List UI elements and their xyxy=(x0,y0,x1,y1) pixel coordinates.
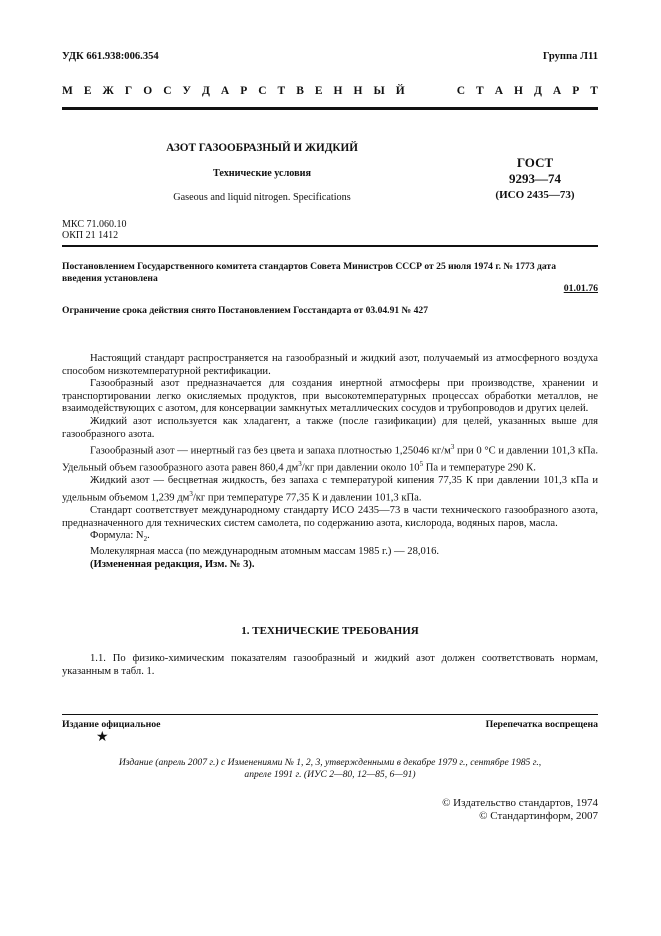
banner-letter: Г xyxy=(124,85,133,97)
intro-paragraph: Стандарт соответствует международному стандарту ИСО 2435—73 в части технического газообразного азота, предназначенного для технических систем самолета, по содержанию азота, кислорода, водяных паров, масла. xyxy=(62,505,598,529)
banner-letter: Д xyxy=(533,85,542,97)
document-subtitle: Технические условия xyxy=(212,168,312,179)
edition-note-line: Издание (апрель 2007 г.) с Изменениями № 1, 2, 3, утвержденными в декабре 1979 г., сентябре 1985 г., xyxy=(118,757,542,768)
banner-letter: Ж xyxy=(102,85,114,97)
reprint-prohibited-label: Перепечатка воспрещена xyxy=(485,719,598,730)
udk-code: УДК 661.938:006.354 xyxy=(62,51,159,62)
banner-letter: Д xyxy=(201,85,210,97)
gost-label: ГОСТ xyxy=(516,155,554,170)
intro-paragraph: Жидкий азот — бесцветная жидкость, без запаха с температурой кипения 77,35 К при давлении 101,3 кПа и удельным объемом 1,239 $дм^3/кг$ при температуре 77,35 К и давлении 101,3 кПа. xyxy=(62,475,598,504)
effective-date: 01.01.76 xyxy=(563,283,598,294)
section-heading: 1. ТЕХНИЧЕСКИЕ ТРЕБОВАНИЯ xyxy=(241,625,419,637)
banner-letter: А xyxy=(494,85,503,97)
group-code: Группа Л11 xyxy=(542,51,598,62)
standard-banner xyxy=(62,85,598,97)
amendment-note: (Измененная редакция, Изм. № 3). xyxy=(90,558,255,570)
banner-letter: Н xyxy=(333,85,343,97)
banner-letter: Е xyxy=(83,85,92,97)
banner-letter: С xyxy=(258,85,267,97)
copyright-line: © Стандартинформ, 2007 xyxy=(479,810,598,822)
gost-number: 9293—74 xyxy=(509,171,561,186)
banner-word-gap xyxy=(416,85,446,97)
banner-letter: Е xyxy=(314,85,323,97)
footer-rule xyxy=(62,714,598,715)
banner-letter: Т xyxy=(590,85,598,97)
banner-letter: Р xyxy=(240,85,248,97)
banner-letter: Ы xyxy=(373,85,385,97)
banner-letter: А xyxy=(552,85,562,97)
banner-letter: Р xyxy=(572,85,580,97)
banner-letter: С xyxy=(456,85,466,97)
intro-paragraph: Газообразный азот предназначается для создания инертной атмосферы при производстве, хранении и транспортировании легко окисляемых продуктов, при высокотемпературных процессах обработки металлов, не взаимодействующих с азотом, для консервации замкнутых металлических сосудов и трубопроводов и других целей. xyxy=(62,378,598,415)
intro-section xyxy=(62,353,598,571)
iso-reference: (ИСО 2435—73) xyxy=(495,189,575,201)
top-rule xyxy=(62,107,598,110)
banner-letter: У xyxy=(182,85,191,97)
banner-letter: О xyxy=(143,85,153,97)
mks-code: МКС 71.060.10 xyxy=(62,219,127,230)
molecular-mass-line: Молекулярная масса (по международным атомным массам 1985 г.) — 28,016. xyxy=(90,546,440,558)
banner-letter: Й xyxy=(395,85,405,97)
document-title: АЗОТ ГАЗООБРАЗНЫЙ И ЖИДКИЙ xyxy=(166,142,358,154)
banner-letter: Н xyxy=(353,85,363,97)
banner-letter: А xyxy=(220,85,230,97)
banner-letter: Т xyxy=(476,85,484,97)
star-icon: ★ xyxy=(96,730,109,745)
copyright-line: © Издательство стандартов, 1974 xyxy=(442,797,598,809)
intro-paragraph: Настоящий стандарт распространяется на газообразный и жидкий азот, получаемый из атмосферного воздуха способом низкотемпературной ректификации. xyxy=(62,353,598,377)
section-paragraph: 1.1. По физико-химическим показателям газообразный и жидкий азот должен соответствовать нормам, указанным в табл. 1. xyxy=(62,653,598,677)
banner-letter: В xyxy=(296,85,304,97)
intro-paragraph: Газообразный азот — инертный газ без цвета и запаха плотностью 1,25046 $кг/м^3$ при 0 °С и давлении 101,3 кПа. Удельный объем газообразного азота равен 860,4 $дм^3/кг$ при давлении около $10^5$ Па и температуре 290 К. xyxy=(62,443,598,474)
banner-letter: С xyxy=(163,85,172,97)
banner-letter: М xyxy=(62,85,73,97)
intro-paragraph: Жидкий азот используется как хладагент, а также (после газификации) для целей, указанных выше для газообразного азота. xyxy=(62,415,598,440)
english-title: Gaseous and liquid nitrogen. Specifications xyxy=(173,192,351,203)
title-rule xyxy=(62,245,598,247)
edition-note-line: апреле 1991 г. (ИУС 2—80, 12—85, 6—91) xyxy=(244,769,416,780)
official-edition-label: Издание официальное xyxy=(62,719,161,730)
formula-line: Формула: $N_2$. xyxy=(90,530,150,544)
banner-letter: Т xyxy=(277,85,286,97)
section-body xyxy=(62,653,598,678)
banner-letter: Н xyxy=(514,85,523,97)
okp-code: ОКП 21 1412 xyxy=(62,230,119,241)
copyright-block xyxy=(442,797,598,823)
edition-note xyxy=(62,757,598,781)
decree-text: Постановлением Государственного комитета стандартов Совета Министров СССР от 25 июля 1974 г. № 1773 дата введения установлена xyxy=(62,261,557,284)
limitation-note: Ограничение срока действия снято Постановлением Госстандарта от 03.04.91 № 427 xyxy=(62,305,428,316)
